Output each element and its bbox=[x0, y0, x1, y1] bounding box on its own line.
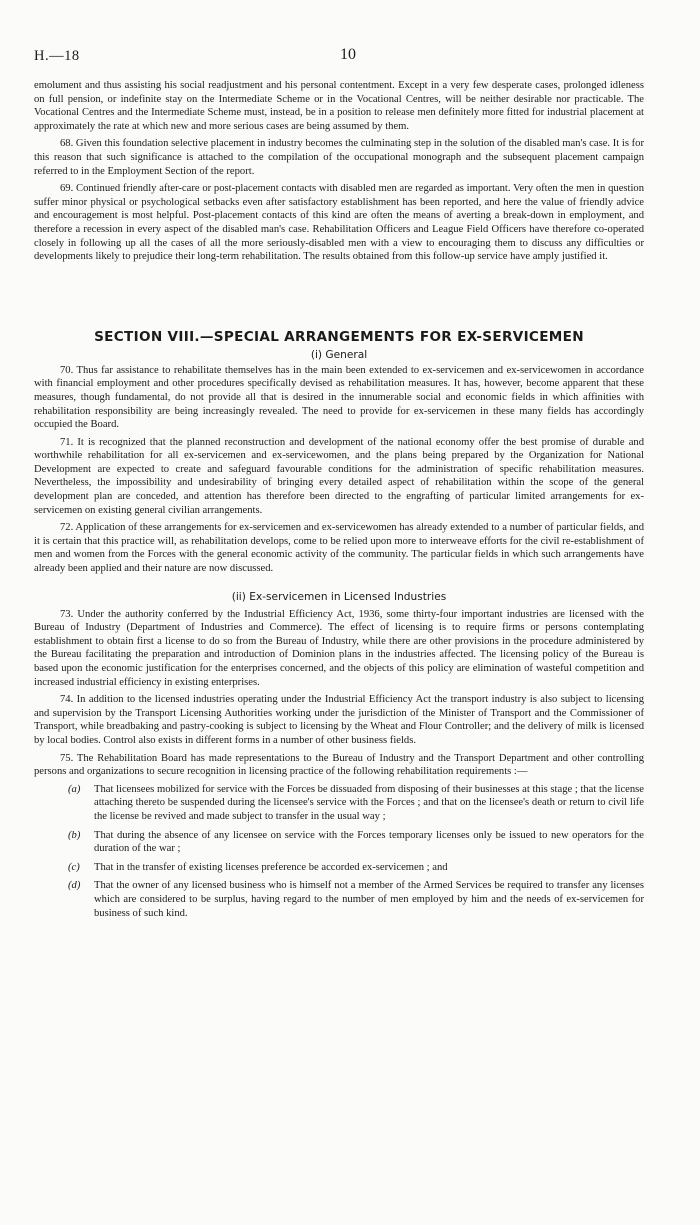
list-item bbox=[68, 783, 644, 824]
list-marker: (d) bbox=[68, 880, 81, 892]
list-item bbox=[68, 829, 644, 856]
list-item bbox=[68, 879, 644, 920]
page-number: 10 bbox=[340, 46, 356, 63]
list-item-text: That the owner of any licensed business who is himself not a member of the Armed Services be required to transfer any licenses which are considered to be surplus, having regard to the number of men employed by him and the needs of ex-servicemen for business of such kind. bbox=[94, 880, 644, 919]
paragraph-71: 71. It is recognized that the planned reconstruction and development of the national economy offer the best promise of durable and worthwhile rehabilitation for all ex-servicemen and ex-servicewomen, and the plans being prepared by the Organization for National Development are expected to create and safeguard favourable conditions for the administration of specific rehabilitation measures. Nevertheless, the impossibility and undesirability of bringing every detailed aspect of rehabilitation within the scope of the general development plan are conceded, and attention has therefore been directed to the engrafting of particular limited arrangements for ex-servicemen on existing general civilian arrangements. bbox=[34, 436, 644, 516]
paragraph-69: 69. Continued friendly after-care or post-placement contacts with disabled men are regarded as important. Very often the men in question suffer minor physical or psychological setbacks even after satisfactory establishment has been reported, and here the value of friendly advice and encouragement is most helpful. Post-placement contacts of this kind are often the means of averting a break-down in employment, and therefore a recession in every aspect of the disabled man's case. Rehabilitation Officers and League Field Officers have therefore co-operated closely in following up all the cases of all the more seriously-disabled men with a view to encouraging them to discuss any difficulties or developments likely to prejudice their long-term rehabilitation. The results obtained from this follow-up service have amply justified it. bbox=[34, 183, 644, 263]
subheading-general: (i) General bbox=[310, 348, 368, 361]
page-identifier: H.—18 bbox=[34, 48, 80, 64]
list-item-text: That in the transfer of existing licenses preference be accorded ex-servicemen ; and bbox=[94, 861, 448, 873]
requirements-list bbox=[68, 783, 644, 920]
paragraph-75: 75. The Rehabilitation Board has made representations to the Bureau of Industry and the Transport Department and other controlling persons and organizations to secure recognition in licensing practice of the following rehabilitation requirements :— bbox=[34, 752, 644, 778]
paragraph-68: 68. Given this foundation selective placement in industry becomes the culminating step in the solution of the disabled man's case. It is for this reason that such significance is attached to the compilation of the occupational monograph and the subsequent placement campaign referred to in the Employment Section of the report. bbox=[34, 138, 644, 177]
paragraph-74: 74. In addition to the licensed industries operating under the Industrial Efficiency Act the transport industry is also subject to licensing and supervision by the Transport Licensing Authorities working under the jurisdiction of the Minister of Transport and the Commissioner of Transport, while breadbaking and pastry-cooking is subject to licensing by the Wheat and Flour Controller; and the delivery of milk is licensed by local bodies. Control also exists in different forms in a number of other business fields. bbox=[34, 694, 644, 746]
paragraph-continued: emolument and thus assisting his social readjustment and his personal contentment. Except in a very few desperate cases, prolonged idleness on full pension, or indefinite stay on the Intermediate Scheme or in the Vocational Centres, will be neither desirable nor practicable. The Vocational Centres and the Intermediate Scheme must, instead, be in a position to release men definitely more fitted for industrial placement at approximately the rate at which new and more serious cases are being assumed by them. bbox=[34, 80, 644, 132]
list-marker: (b) bbox=[68, 829, 81, 841]
list-item-text: That during the absence of any licensee on service with the Forces temporary licenses only be issued to new operators for the duration of the war ; bbox=[94, 829, 644, 855]
paragraph-73: 73. Under the authority conferred by the Industrial Efficiency Act, 1936, some thirty-four important industries are licensed with the Bureau of Industry (Department of Industries and Commerce). The effect of licensing is to require firms or persons contemplating establishment to obtain first a license to do so from the Bureau of Industry, while there are other provisions in the procedure administered by the Bureau facilitating the preparation and introduction of Dominion plans in the industries affected. The licensing policy of the Bureau is based upon the economic justification for the enterprises concerned, and the objects of this policy are elimination of wasteful competition and increased industrial efficiency in existing enterprises. bbox=[34, 608, 644, 688]
list-marker: (c) bbox=[68, 861, 80, 873]
list-item bbox=[68, 861, 644, 875]
page-body bbox=[34, 79, 644, 925]
subheading-licensed-industries: (ii) Ex-servicemen in Licensed Industries bbox=[231, 590, 447, 603]
list-item-text: That licensees mobilized for service with the Forces be dissuaded from disposing of their businesses at this stage ; that the license attaching thereto be suspended during the licensee's service with the Forces ; and that on the licensee's death or return to civil life the license be revived and made subject to transfer in the usual way ; bbox=[94, 783, 644, 822]
list-marker: (a) bbox=[68, 783, 81, 795]
paragraph-70: 70. Thus far assistance to rehabilitate themselves has in the main been extended to ex-servicemen and ex-servicewomen in accordance with financial employment and other procedures specifically devised as rehabilitation measures. It has, however, become apparent that these measures, though fundamental, do not provide all that is desired in the innumerable social and economic fields in which affinities with rehabilitation responsibility are being increasingly revealed. The need to provide for ex-servicemen in these many fields has accordingly occupied the Board. bbox=[34, 364, 644, 431]
section-heading: SECTION VIII.—SPECIAL ARRANGEMENTS FOR EX-SERVICEMEN bbox=[94, 328, 584, 345]
running-header bbox=[34, 48, 644, 68]
paragraph-72: 72. Application of these arrangements for ex-servicemen and ex-servicewomen has already extended to a number of particular fields, and it is certain that this practice will, as rehabilitation develops, come to be relied upon more to interweave efforts for the civil re-establishment of men and women from the Forces with the general economic activity of the community. The particular fields in which such arrangements have already been applied and their nature are now discussed. bbox=[34, 522, 644, 575]
